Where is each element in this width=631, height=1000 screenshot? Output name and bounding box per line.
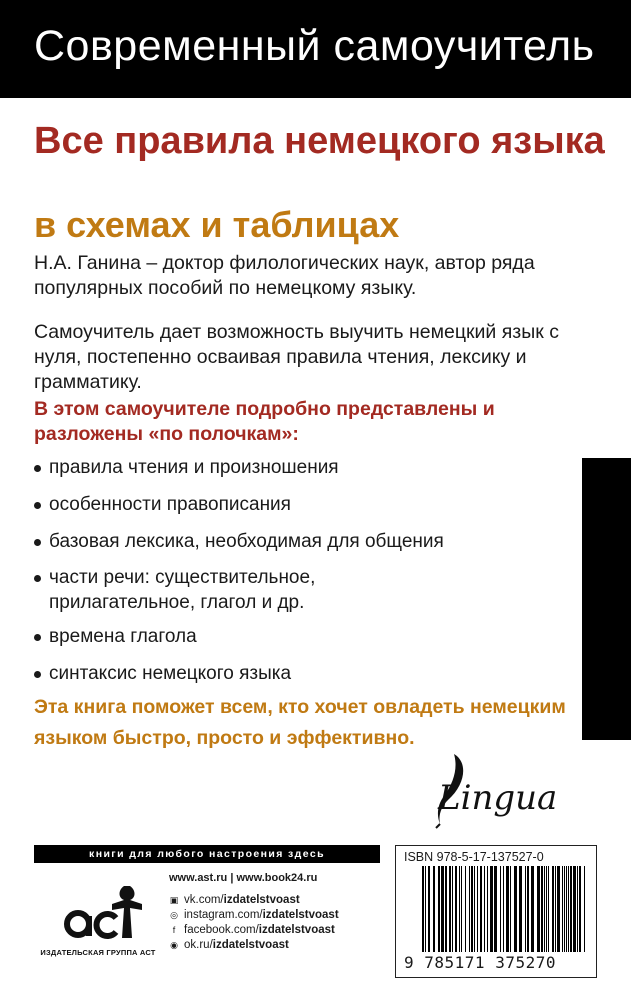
barcode-bar — [469, 866, 470, 952]
barcode-bar — [480, 866, 482, 952]
barcode-bar — [557, 866, 560, 952]
barcode-bar — [506, 866, 509, 952]
ok-icon: ◉ — [170, 940, 178, 950]
list-item: правила чтения и произношения — [34, 455, 574, 480]
barcode-bar — [541, 866, 543, 952]
barcode-bar — [570, 866, 572, 952]
social-link-instagram[interactable]: ◎ instagram.com/izdatelstvoast — [170, 909, 339, 921]
barcode-bar — [455, 866, 457, 952]
barcode-icon — [420, 866, 590, 952]
barcode-bar — [568, 866, 569, 952]
book-title-text: Все правила немецкого языка — [34, 120, 605, 162]
barcode-bar — [441, 866, 444, 952]
book-about: Самоучитель дает возможность выучить немецкий язык с нуля, постепенно осваивая правила чтения, лексику и грамматику. — [34, 321, 559, 393]
barcode-bar — [449, 866, 451, 952]
slogan-banner — [34, 845, 380, 863]
ast-logo-icon — [38, 878, 158, 948]
list-item: времена глагола — [34, 624, 574, 649]
barcode-bar — [531, 866, 534, 952]
social-link-vk[interactable]: ▣ vk.com/izdatelstvoast — [169, 894, 300, 906]
barcode-digits: 9 785171 375270 — [404, 953, 556, 972]
ast-publisher-logo — [38, 878, 158, 968]
barcode-bar — [562, 866, 563, 952]
barcode-bar — [546, 866, 547, 952]
barcode-bar — [494, 866, 497, 952]
barcode-bar — [438, 866, 440, 952]
barcode-bar — [573, 866, 576, 952]
barcode-bar — [465, 866, 466, 952]
barcode-bar — [490, 866, 493, 952]
barcode-bar — [544, 866, 545, 952]
barcode-bar — [461, 866, 462, 952]
conclusion: Эта книга поможет всем, кто хочет овладеть немецким языком быстро, просто и эффективно. — [34, 696, 566, 749]
bullet-icon — [34, 634, 41, 641]
barcode-bar — [525, 866, 526, 952]
book-title — [34, 120, 605, 162]
barcode-bar — [548, 866, 549, 952]
bullet-icon — [34, 671, 41, 678]
barcode-bar — [584, 866, 585, 952]
barcode-bar — [577, 866, 578, 952]
social-link-facebook[interactable]: f facebook.com/izdatelstvoast — [169, 923, 389, 937]
barcode-bar — [503, 866, 504, 952]
barcode-bar — [527, 866, 529, 952]
bullet-icon — [34, 575, 41, 582]
author-info: Н.А. Ганина – доктор филологических наук, автор ряда популярных пособий по немецкому языку. — [34, 252, 535, 299]
barcode-bar — [484, 866, 485, 952]
barcode-bar — [500, 866, 501, 952]
lingua-logo — [418, 748, 598, 830]
barcode-bar — [452, 866, 453, 952]
bullet-icon — [34, 465, 41, 472]
barcode-box — [395, 845, 597, 978]
list-intro: В этом самоучителе подробно представлены и разложены «по полочкам»: — [34, 398, 495, 445]
list-item: части речи: существительное, прилагательное, глагол и др. — [34, 565, 334, 615]
social-link-ok[interactable]: ◉ ok.ru/izdatelstvoast — [170, 939, 289, 951]
facebook-icon: f — [172, 925, 176, 935]
barcode-bar — [514, 866, 517, 952]
barcode-bar — [487, 866, 488, 952]
barcode-bar — [555, 866, 556, 952]
barcode-bar — [564, 866, 565, 952]
list-item: базовая лексика, необходимая для общения — [34, 529, 574, 554]
barcode-bar — [433, 866, 435, 952]
book-subtitle: в схемах и таблицах — [34, 204, 400, 245]
list-item: синтаксис немецкого языка — [34, 661, 574, 686]
series-title: Современный самоучитель — [34, 22, 595, 70]
barcode-bar — [510, 866, 511, 952]
side-decoration-bar — [582, 458, 631, 740]
barcode-bar — [445, 866, 447, 952]
vk-icon: ▣ — [169, 895, 179, 905]
barcode-bar — [474, 866, 475, 952]
barcode-bar — [579, 866, 581, 952]
barcode-bar — [519, 866, 522, 952]
barcode-bar — [459, 866, 460, 952]
barcode-bar — [552, 866, 554, 952]
barcode-bar — [477, 866, 478, 952]
barcode-bar — [428, 866, 430, 952]
slogan-text: книги для любого настроения здесь — [89, 848, 325, 860]
barcode-bar — [537, 866, 540, 952]
bullet-icon — [34, 502, 41, 509]
bullet-icon — [34, 539, 41, 546]
website-links[interactable]: www.ast.ru | www.book24.ru — [169, 872, 318, 884]
barcode-bar — [566, 866, 567, 952]
barcode-bar — [422, 866, 424, 952]
instagram-icon: ◎ — [170, 910, 178, 920]
barcode-bar — [471, 866, 473, 952]
list-item: особенности правописания — [34, 492, 574, 517]
series-banner — [0, 0, 631, 98]
logo-text: Lingua — [438, 778, 558, 818]
isbn-number: ISBN 978-5-17-137527-0 — [404, 850, 544, 864]
publisher-caption: ИЗДАТЕЛЬСКАЯ ГРУППА АСТ — [40, 948, 156, 957]
barcode-bar — [425, 866, 426, 952]
